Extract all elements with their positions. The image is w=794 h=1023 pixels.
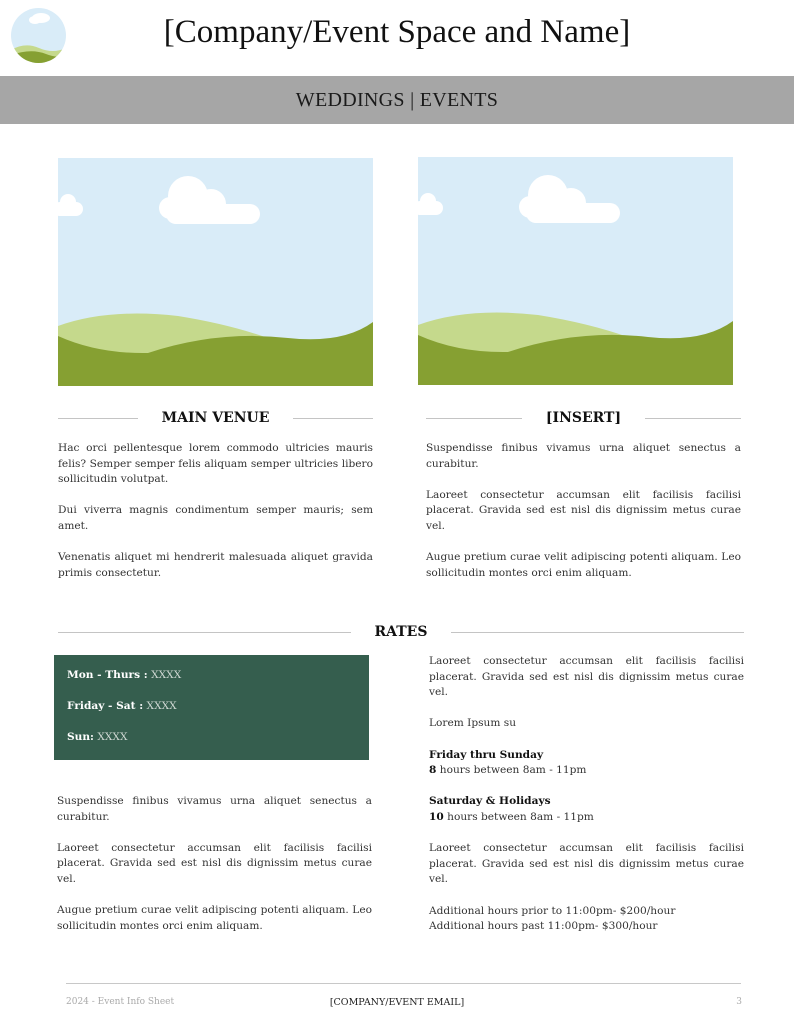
rate-value: XXXX (147, 669, 182, 681)
paragraph: Augue pretium curae velit adipiscing potenti aliquam. Leo sollicitudin montes orci enim aliquam. (426, 551, 741, 579)
additional-hours (429, 904, 744, 935)
footer-label: 2024 - Event Info Sheet (66, 997, 175, 1007)
friday-hours-number: 8 (429, 764, 437, 777)
paragraph: Venenatis aliquet mi hendrerit malesuada aliquet gravida primis consectetur. (58, 551, 373, 579)
footer-divider (66, 983, 741, 984)
saturday-hours-block (429, 794, 744, 825)
friday-hours-block (429, 748, 744, 779)
paragraph: Augue pretium curae velit adipiscing potenti aliquam. Leo sollicitudin montes orci enim aliquam. (57, 904, 372, 932)
insert-image (418, 157, 733, 385)
paragraph: Suspendisse finibus vivamus urna aliquet senectus a curabitur. (57, 795, 372, 823)
rates-right-text (429, 654, 744, 935)
heading-rule (645, 418, 741, 419)
page-number: 3 (736, 997, 742, 1007)
subtitle-text: WEDDINGS | EVENTS (295, 88, 499, 111)
saturday-hours-number: 10 (429, 810, 444, 823)
insert-text (426, 441, 741, 581)
saturday-hours-text: hours between 8am - 11pm (443, 810, 594, 823)
rates-left-text (57, 794, 372, 934)
page-title: [Company/Event Space and Name] (163, 14, 631, 50)
main-venue-heading-text: MAIN VENUE (161, 410, 270, 426)
heading-rule (58, 632, 351, 633)
subtitle-banner (0, 76, 794, 124)
heading-rule (293, 418, 373, 419)
footer-email: [COMPANY/EVENT EMAIL] (329, 997, 465, 1008)
insert-heading (426, 410, 741, 426)
paragraph: Laoreet consectetur accumsan elit facilisis facilisi placerat. Gravida sed est nisl dis dignissim metus curae vel. (429, 842, 744, 886)
main-venue-image (58, 158, 373, 386)
saturday-title: Saturday & Holidays (429, 795, 551, 808)
paragraph: Suspendisse finibus vivamus urna aliquet senectus a curabitur. (426, 442, 741, 470)
main-venue-heading (58, 410, 373, 426)
rate-label: Mon - Thurs : (67, 669, 148, 681)
rates-box (54, 655, 369, 760)
paragraph: Lorem Ipsum su (429, 717, 517, 730)
main-venue-text (58, 441, 373, 581)
rate-label: Friday - Sat : (67, 700, 144, 712)
heading-rule (451, 632, 744, 633)
paragraph: Laoreet consectetur accumsan elit facilisis facilisi placerat. Gravida sed est nisl dis dignissim metus curae vel. (426, 488, 741, 532)
paragraph: Dui viverra magnis condimentum semper mauris; sem amet. (58, 504, 373, 532)
paragraph: Laoreet consectetur accumsan elit facilisis facilisi placerat. Gravida sed est nisl dis dignissim metus curae vel. (429, 655, 744, 699)
friday-hours-text: hours between 8am - 11pm (436, 764, 587, 777)
additional-hours-2: Additional hours past 11:00pm- $300/hour (429, 920, 658, 933)
paragraph: Hac orci pellentesque lorem commodo ultricies mauris felis? Semper semper felis aliquam semper ultricies libero sollicitudin volutpat. (58, 442, 373, 486)
rate-row-mon-thurs (67, 669, 369, 700)
additional-hours-1: Additional hours prior to 11:00pm- $200/hour (429, 904, 676, 917)
rates-heading (58, 624, 744, 640)
rate-row-fri-sat (67, 700, 369, 731)
friday-title: Friday thru Sunday (429, 748, 544, 761)
heading-rule (426, 418, 522, 419)
insert-heading-text: [INSERT] (545, 410, 622, 426)
rate-label: Sun: (67, 731, 94, 743)
rates-heading-text: RATES (374, 624, 428, 640)
rate-row-sun (67, 731, 369, 762)
paragraph: Laoreet consectetur accumsan elit facilisis facilisi placerat. Gravida sed est nisl dis dignissim metus curae vel. (57, 841, 372, 885)
rate-value: XXXX (143, 700, 177, 712)
rate-value: XXXX (93, 731, 128, 743)
heading-rule (58, 418, 138, 419)
